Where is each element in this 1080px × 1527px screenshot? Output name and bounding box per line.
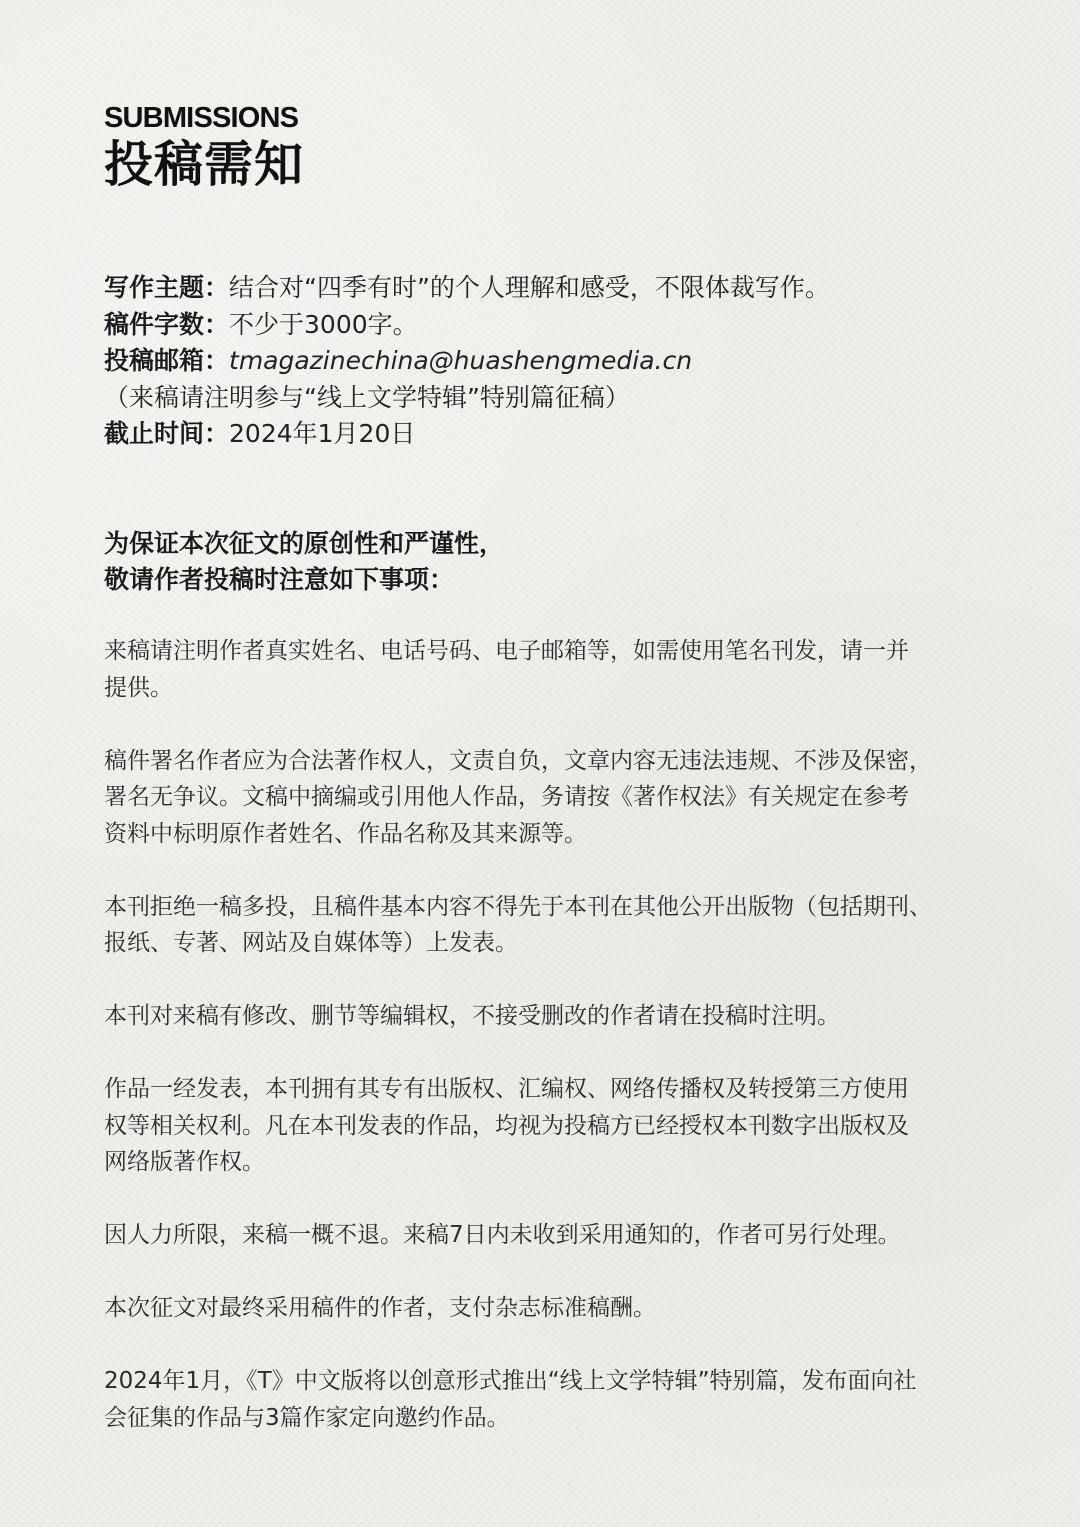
topic-value: 结合对“四季有时”的个人理解和感受，不限体裁写作。 (229, 273, 830, 302)
email-address[interactable]: tmagazinechina@huashengmedia.cn (229, 346, 693, 375)
rule-line: 本刊对来稿有修改、删节等编辑权，不接受删改的作者请在投稿时注明。 (104, 1003, 840, 1029)
topic-row (104, 270, 1004, 307)
header (104, 102, 304, 193)
rule-line: 网络版著作权。 (104, 1149, 265, 1175)
submission-info (104, 270, 1004, 453)
section-kicker: SUBMISSIONS (104, 102, 299, 134)
notice-line: 敬请作者投稿时注意如下事项： (104, 565, 455, 594)
email-label: 投稿邮箱： (104, 346, 230, 375)
rule-line: 作品一经发表，本刊拥有其专有出版权、汇编权、网络传播权及转授第三方使用 (104, 1076, 909, 1102)
rule-paragraph (104, 633, 984, 706)
notice-heading (104, 526, 504, 598)
wordcount-label: 稿件字数： (104, 309, 230, 339)
deadline-label: 截止时间： (104, 419, 230, 448)
rule-paragraph (104, 889, 984, 962)
notice-line: 为保证本次征文的原创性和严谨性， (104, 529, 505, 558)
email-note: （来稿请注明参与“线上文学特辑”特别篇征稿） (104, 382, 630, 412)
rule-line: 本刊拒绝一稿多投，且稿件基本内容不得先于本刊在其他公开出版物（包括期刊、 (104, 893, 932, 920)
rule-line: 来稿请注明作者真实姓名、电话号码、电子邮箱等，如需使用笔名刊发，请一并 (104, 638, 909, 664)
rule-line: 因人力所限，来稿一概不退。来稿7日内未收到采用通知的，作者可另行处理。 (104, 1222, 901, 1248)
rule-paragraph (104, 743, 984, 853)
rule-line: 资料中标明原作者姓名、作品名称及其来源等。 (104, 820, 587, 847)
rule-line: 会征集的作品与3篇作家定向邀约作品。 (104, 1404, 510, 1431)
rule-line: 本次征文对最终采用稿件的作者，支付杂志标准稿酬。 (104, 1295, 656, 1321)
rule-line: 署名无争议。文稿中摘编或引用他人作品，务请按《著作权法》有关规定在参考 (104, 784, 909, 810)
rule-line: 2024年1月，《T》中文版将以创意形式推出“线上文学特辑”特别篇，发布面向社 (104, 1368, 917, 1394)
rule-paragraph (104, 998, 984, 1035)
rule-paragraph (104, 1217, 984, 1254)
rule-line: 权等相关权利。凡在本刊发表的作品，均视为投稿方已经授权本刊数字出版权及 (104, 1112, 909, 1139)
wordcount-value: 不少于3000字。 (229, 309, 418, 339)
deadline-row (104, 416, 1004, 453)
rule-paragraph (104, 1071, 984, 1181)
page-title: 投稿需知 (104, 136, 305, 193)
topic-label: 写作主题： (104, 273, 230, 302)
deadline-value: 2024年1月20日 (229, 419, 416, 448)
email-row (104, 343, 1004, 380)
rules-list (104, 633, 984, 1473)
rule-paragraph (104, 1363, 984, 1436)
rule-paragraph (104, 1290, 984, 1327)
wordcount-row (104, 307, 1004, 344)
rule-line: 稿件署名作者应为合法著作权人，文责自负，文章内容无违法违规、不涉及保密， (104, 747, 932, 774)
rule-line: 提供。 (104, 674, 173, 701)
rule-line: 报纸、专著、网站及自媒体等）上发表。 (104, 930, 518, 956)
